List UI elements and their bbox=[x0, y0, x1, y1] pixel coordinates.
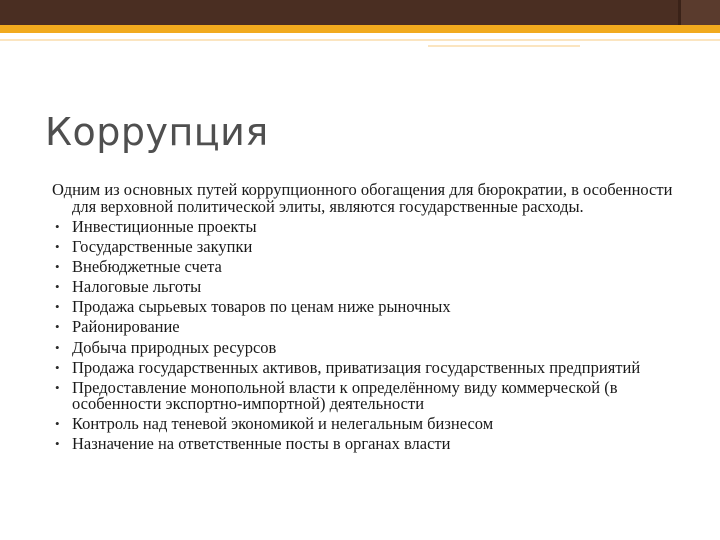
list-item bbox=[52, 219, 692, 236]
intro-paragraph: Одним из основных путей коррупционного обогащения для бюрократии, в особенности для верховной политической элиты, являются государственные расходы. bbox=[52, 180, 673, 216]
bullet-icon: • bbox=[55, 359, 60, 375]
list-item bbox=[52, 259, 692, 276]
bullet-icon: • bbox=[55, 259, 60, 275]
bullet-icon: • bbox=[55, 436, 60, 452]
list-item bbox=[52, 239, 692, 256]
header-corner-block bbox=[681, 0, 720, 25]
decorative-line bbox=[318, 39, 720, 41]
bullet-icon: • bbox=[55, 319, 60, 335]
bullet-icon: • bbox=[55, 379, 60, 395]
bullet-icon: • bbox=[55, 416, 60, 432]
bullet-list bbox=[52, 219, 692, 453]
decorative-line bbox=[428, 45, 580, 47]
list-item bbox=[52, 319, 692, 336]
list-item bbox=[52, 377, 692, 414]
list-item bbox=[52, 279, 692, 296]
list-item-text: Предоставление монопольной власти к определённому виду коммерческой (в особенности экспортно-импортной) деятельности bbox=[72, 377, 618, 414]
list-item bbox=[52, 436, 692, 453]
list-item-text: Государственные закупки bbox=[72, 237, 253, 257]
list-item-text: Контроль над теневой экономикой и нелегальным бизнесом bbox=[72, 414, 494, 434]
list-item-text: Назначение на ответственные посты в органах власти bbox=[72, 434, 451, 454]
bullet-icon: • bbox=[55, 299, 60, 315]
list-item bbox=[52, 299, 692, 316]
list-item-text: Налоговые льготы bbox=[72, 277, 202, 297]
list-item-text: Продажа государственных активов, приватизация государственных предприятий bbox=[72, 357, 641, 377]
list-item-text: Добыча природных ресурсов bbox=[72, 337, 277, 357]
list-item bbox=[52, 416, 692, 433]
list-item-text: Внебюджетные счета bbox=[72, 257, 222, 277]
decorative-line bbox=[0, 39, 318, 41]
list-item bbox=[52, 357, 692, 377]
list-item-text: Районирование bbox=[72, 317, 180, 337]
header-band bbox=[0, 0, 720, 25]
slide-body bbox=[52, 182, 692, 457]
slide-title: Коррупция bbox=[45, 110, 269, 154]
bullet-icon: • bbox=[55, 279, 60, 295]
bullet-icon: • bbox=[55, 239, 60, 255]
bullet-icon: • bbox=[55, 339, 60, 355]
list-item-text: Инвестиционные проекты bbox=[72, 217, 257, 236]
accent-bar bbox=[0, 25, 720, 33]
list-item-text: Продажа сырьевых товаров по ценам ниже рыночных bbox=[72, 297, 451, 317]
bullet-icon: • bbox=[55, 219, 60, 234]
list-item bbox=[52, 337, 692, 357]
